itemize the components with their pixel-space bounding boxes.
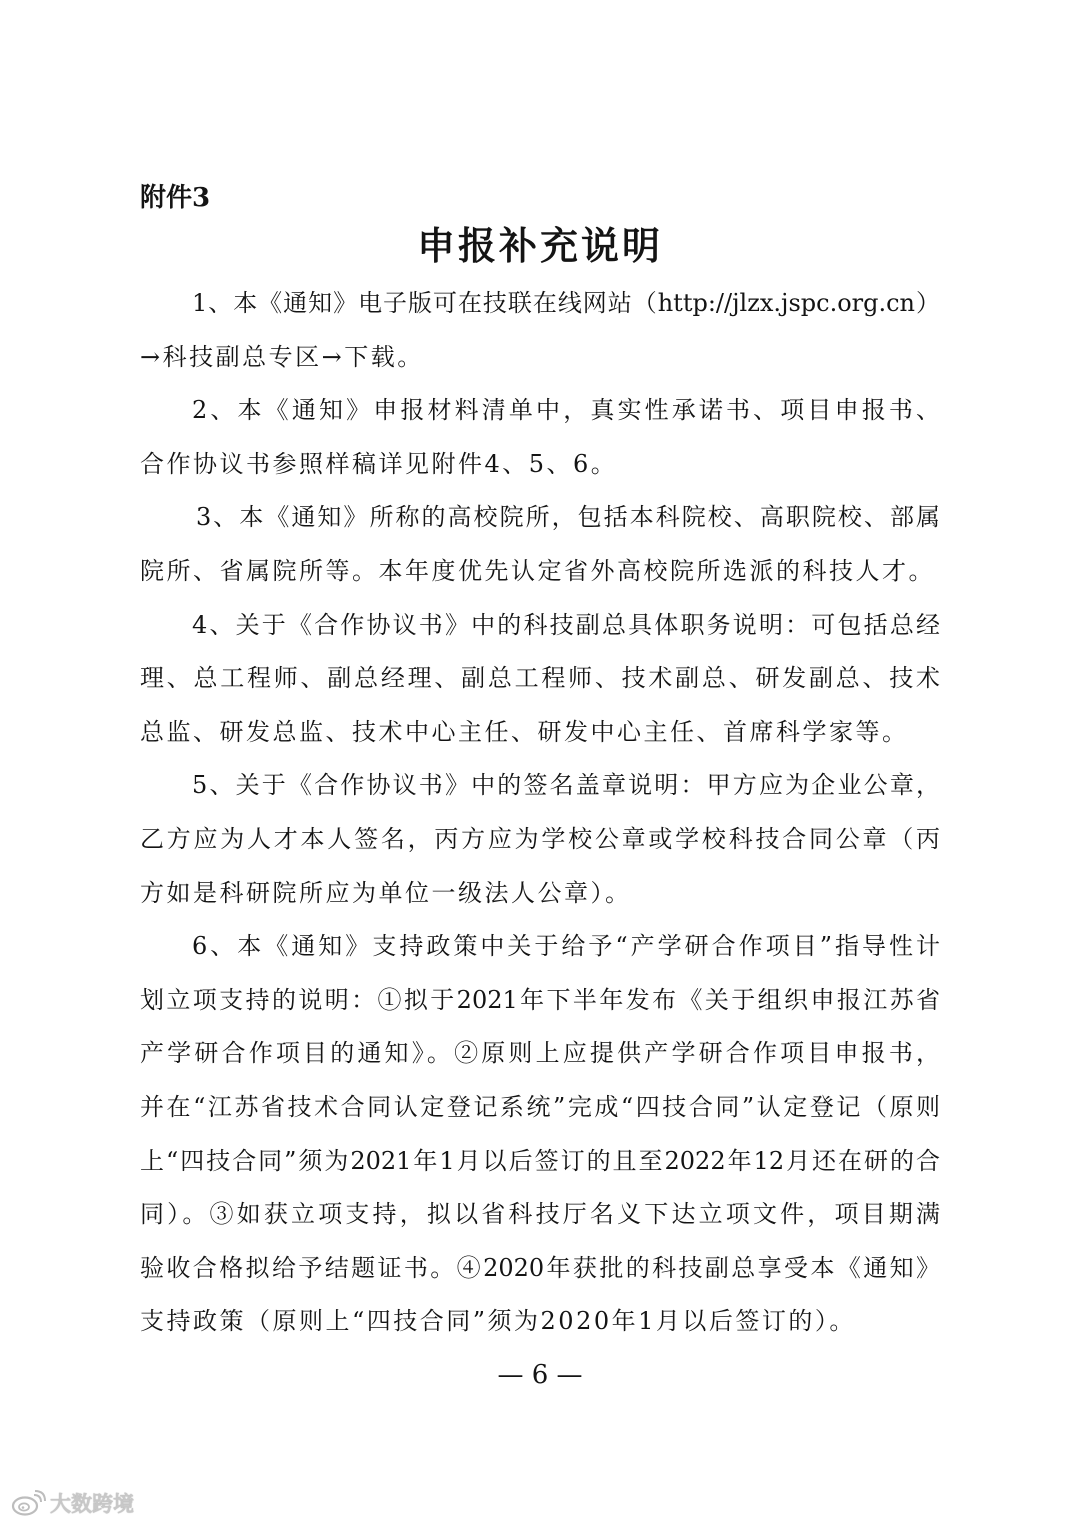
paragraph-line: 验收合格拟给予结题证书。④2020年获批的科技副总享受本《通知》 bbox=[140, 1253, 940, 1282]
paragraph-line: 1、本《通知》电子版可在技联在线网站（http://jlzx.jspc.org.cn） bbox=[192, 289, 940, 317]
paragraph-line: 产学研合作项目的通知》。②原则上应提供产学研合作项目申报书， bbox=[140, 1039, 940, 1068]
paragraph-line: 5、关于《合作协议书》中的签名盖章说明：甲方应为企业公章， bbox=[192, 771, 940, 800]
watermark bbox=[10, 1488, 134, 1518]
paragraph-line: 支持政策（原则上“四技合同”须为2020年1月以后签订的）。 bbox=[140, 1307, 856, 1336]
paragraph-4 bbox=[140, 599, 940, 760]
paragraph-5 bbox=[140, 759, 940, 920]
paragraph-2 bbox=[140, 384, 940, 491]
paragraph-6 bbox=[140, 920, 940, 1349]
paragraph-1 bbox=[140, 277, 940, 384]
watermark-text: 大数跨境 bbox=[50, 1492, 134, 1516]
paragraph-line: 方如是科研院所应为单位一级法人公章）。 bbox=[140, 878, 632, 907]
paragraph-line: 总监、研发总监、技术中心主任、研发中心主任、首席科学家等。 bbox=[140, 717, 909, 746]
page-number: — 6 — bbox=[497, 1360, 583, 1390]
paragraph-line: 并在“江苏省技术合同认定登记系统”完成“四技合同”认定登记（原则 bbox=[140, 1092, 940, 1121]
paragraph-line: 合作协议书参照样稿详见附件4、5、6。 bbox=[140, 449, 618, 478]
paragraph-line: 院所、省属院所等。本年度优先认定省外高校院所选派的科技人才。 bbox=[140, 556, 935, 585]
paragraph-line: 6、本《通知》支持政策中关于给予“产学研合作项目”指导性计 bbox=[192, 932, 940, 961]
weibo-logo-icon bbox=[10, 1489, 46, 1517]
paragraph-line: 2、本《通知》申报材料清单中，真实性承诺书、项目申报书、 bbox=[192, 396, 940, 425]
paragraph-line: →科技副总专区→下载。 bbox=[140, 342, 424, 371]
document-title: 申报补充说明 bbox=[416, 223, 663, 268]
paragraph-line: 4、关于《合作协议书》中的科技副总具体职务说明：可包括总经 bbox=[192, 610, 940, 639]
paragraph-3 bbox=[140, 491, 940, 598]
paragraph-line: 划立项支持的说明：①拟于2021年下半年发布《关于组织申报江苏省 bbox=[140, 985, 940, 1014]
paragraph-line: 3、本《通知》所称的高校院所，包括本科院校、高职院校、部属 bbox=[196, 503, 940, 532]
attachment-label: 附件3 bbox=[140, 183, 211, 213]
paragraph-line: 同）。③如获立项支持，拟以省科技厅名义下达立项文件，项目期满 bbox=[140, 1200, 940, 1229]
paragraph-line: 乙方应为人才本人签名，丙方应为学校公章或学校科技合同公章（丙 bbox=[140, 824, 940, 853]
paragraph-line: 理、总工程师、副总经理、副总工程师、技术副总、研发副总、技术 bbox=[140, 664, 940, 693]
document-body bbox=[140, 277, 940, 1349]
paragraph-line: 上“四技合同”须为2021年1月以后签订的且至2022年12月还在研的合 bbox=[140, 1146, 940, 1175]
